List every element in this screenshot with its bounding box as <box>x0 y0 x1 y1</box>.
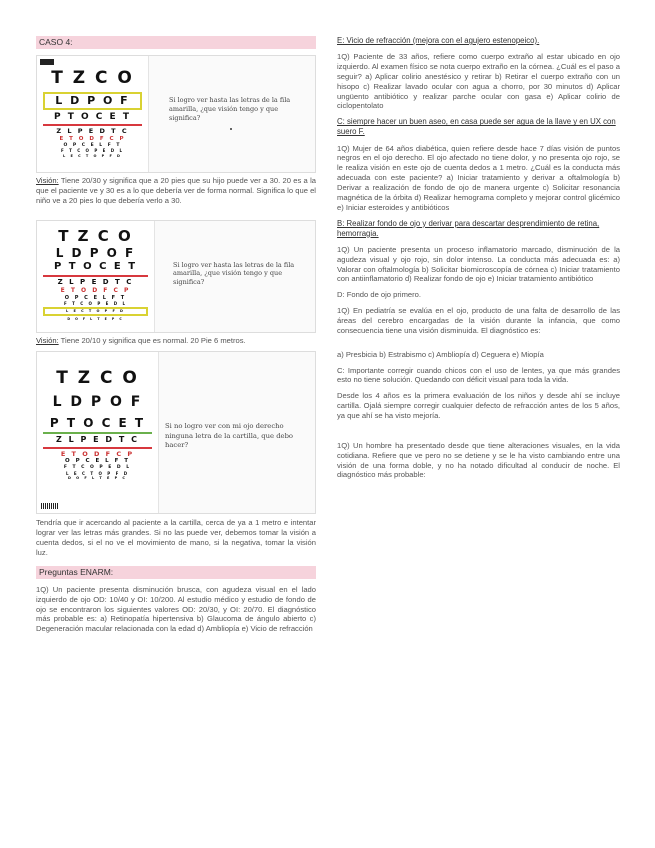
vision-paragraph-1 <box>36 176 316 206</box>
chart-logo <box>40 59 54 65</box>
note-paragraph: Desde los 4 años es la primera evaluación de los niños y desde ahí se incluye cartilla. Ojalá siempre corregir cualquier defecto de refracción antes de los 5 años, ya que ahí se ha visto mejoría. <box>337 391 620 420</box>
barcode-icon <box>41 503 59 509</box>
chart-row: Z L P E D T C <box>57 277 134 286</box>
enarm-question-1: 1Q) Un paciente presenta disminución brusca, con agudeza visual en el lado izquierdo de ojo OD: 10/40 y OI: 10/200. Al estudio médico y estudio de fondo de ojo se encontraron los siguientes valores OD: 20/30, y OI: 20/70. El diagnóstico más probable es: a) Retinopatía hipertensiva b) Glaucoma de ángulo abierto c) Degeneración macular relacionada con la edad d) Ambliopía e) Vicio de refracción <box>36 584 316 634</box>
chart-row: F T C O P E D L <box>63 465 132 471</box>
dot <box>230 128 232 130</box>
question-6: 1Q) Un hombre ha presentado desde que tiene alteraciones visuales, en la vida cotidiana. Refiere que ve pero no se detiene y se le ha visto cambiando entre una visión de una forma doble, y no ha notado dificultad al conducir de noche. El diagnóstico más probable: <box>337 440 620 480</box>
chart-row-highlighted: L E C T O P F D <box>43 307 148 315</box>
case-title: CASO 4: <box>36 36 316 49</box>
chart-row: T Z C O <box>58 226 133 245</box>
chart-row: E T O D F C P <box>60 286 131 294</box>
chart-row: L E C T O P F D <box>63 153 122 158</box>
red-line <box>43 124 142 126</box>
vision-label: Visión: <box>36 176 59 185</box>
vision-text: Tiene 20/30 y significa que a 20 pies que su hijo puede ver a 30. 20 es a la que el paciente ve y 30 es a lo que debería ver de forma normal. Significa lo que el niño ve a 20 pies lo que debería verlo a 30. <box>36 176 316 205</box>
red-line <box>43 275 148 277</box>
chart-row: Z L P E D T C <box>56 435 139 445</box>
chart-question: Si logro ver hasta las letras de la fila amarilla, ¿que visión tengo y que significa? <box>173 260 295 287</box>
chart-row: P T O C E T <box>53 261 138 273</box>
answer-1: E: Vicio de refracción (mejora con el agujero estenopeico). <box>337 36 540 45</box>
chart-row: E T O D F C P <box>60 449 135 458</box>
eye-chart-card-1 <box>36 55 316 173</box>
question-3: 1Q) Mujer de 64 años diabética, quien refiere desde hace 7 días visión de puntos negros en el ojo derecho. El ojo afectado no tiene dolor, y no presenta ojo rojo, se le realiza visión en este ojo de cuenta dedos a 1 metro. ¿Cuál es la conducta más adecuada con este paciente? a) Iniciar tratamiento y derivar a oftalmología b) Derivar a realización de fondo de ojo de manera urgente c) Solicitar resonancia magnética de la órbita d) Realizar hemograma completo y mejorar control glicémico e) Iniciar esteroides y antibióticos <box>337 143 620 212</box>
paragraph-3: Tendría que ir acercando al paciente a la cartilla, cerca de ya a 1 metro e intentar lograr ver las letras más grandes. Si no las puede ver, debemos tomar la visión a cuenta dedos, si el no ve el movimiento de mano, si la negativa, tomar la visión luz. <box>36 518 316 558</box>
chart-row: L D P O F <box>52 394 143 411</box>
answer-2: C: siempre hacer un buen aseo, en casa puede ser agua de la llave y en UX con suero F. <box>337 117 616 137</box>
chart-row: T Z C O <box>51 68 134 88</box>
chart-row: L D P O F <box>55 245 136 260</box>
chart-row: F T C O P E D L <box>63 300 128 306</box>
question-5-options: a) Presbicia b) Estrabismo c) Ambliopía d) Ceguera e) Miopía <box>337 349 544 359</box>
snellen-chart-3 <box>37 352 159 513</box>
chart-row: P T O C E T <box>49 416 146 431</box>
chart-question: Si no logro ver con mi ojo derecho ninguna letra de la cartilla, que debo hacer? <box>165 422 294 449</box>
snellen-chart-1 <box>37 56 149 172</box>
chart-question: Si logro ver hasta las letras de la fila amarilla, ¿que visión tengo y que significa? <box>169 96 291 122</box>
question-4: 1Q) Un paciente presenta un proceso inflamatorio marcado, disminución de la agudeza visual y ojo rojo, sin dolor intenso. La conducta más adecuada es: a) Valorar con oftalmología b) Solicitar biomicroscopía de córnea c) Iniciar tratamiento con antiinflamatorio d) Realizar fondo de ojo e) Iniciar tratamiento antibiótico <box>337 244 620 284</box>
chart-row: Z L P E D T C <box>56 127 129 136</box>
eye-chart-card-2 <box>36 220 316 333</box>
chart-row: D O F L T E P C <box>67 316 124 321</box>
right-column <box>337 36 620 480</box>
enarm-title: Preguntas ENARM: <box>36 566 316 579</box>
snellen-chart-2 <box>37 221 155 332</box>
chart-row: O P C E L F T <box>64 294 127 301</box>
question-5: 1Q) En pediatría se evalúa en el ojo, producto de una falta de desarrollo de las áreas del cerebro encargadas de la visión durante la infancia, que como consecuencia tiene una visión disminuida. El diagnóstico es: <box>337 306 620 335</box>
green-line <box>43 432 152 434</box>
answer-4: D: Fondo de ojo primero. <box>337 290 421 300</box>
chart-row: O P C E L F T <box>63 142 122 148</box>
chart-row: D O F L T E P C <box>68 475 127 480</box>
red-line <box>43 447 152 449</box>
chart-row: L E C T O P F D <box>65 470 130 476</box>
eye-chart-card-3 <box>36 351 316 514</box>
vision-label: Visión: <box>36 335 59 345</box>
answer-5: C: Importante corregir cuando chicos con el uso de lentes, ya que más grandes esto no tiene solución. Quedando con déficit visual para toda la vida. <box>337 365 620 385</box>
chart-row: P T O C E T <box>54 111 131 122</box>
answer-3: B: Realizar fondo de ojo y derivar para descartar desprendimiento de retina, hemorragia. <box>337 218 600 238</box>
question-2: 1Q) Paciente de 33 años, refiere como cuerpo extraño al estar ubicado en ojo izquierdo. Al examen físico se nota cuerpo extraño en la córnea. ¿Cuál es el paso a seguir? a) Aplicar colirio anestésico y retirar b) Retirar el cuerpo extraño con un hisopo c) Realizar lavado ocular con agua a chorro, por 30 minutos d) Aplicar ungüento antibiótico y realizar parche ocular con gasa e) Aplicar colirio de ciclopentolato <box>337 52 620 111</box>
chart-row: E T O D F C P <box>59 135 126 142</box>
chart-row: F T C O P E D L <box>60 148 125 154</box>
vision-text: Tiene 20/10 y significa que es normal. 20 Pie 6 metros. <box>58 335 246 345</box>
chart-row: T Z C O <box>56 368 139 389</box>
vision-paragraph-2 <box>36 336 316 346</box>
chart-row-highlighted: L D P O F <box>43 92 142 110</box>
chart-row: O P C E L F T <box>64 458 130 464</box>
left-column <box>36 36 316 634</box>
